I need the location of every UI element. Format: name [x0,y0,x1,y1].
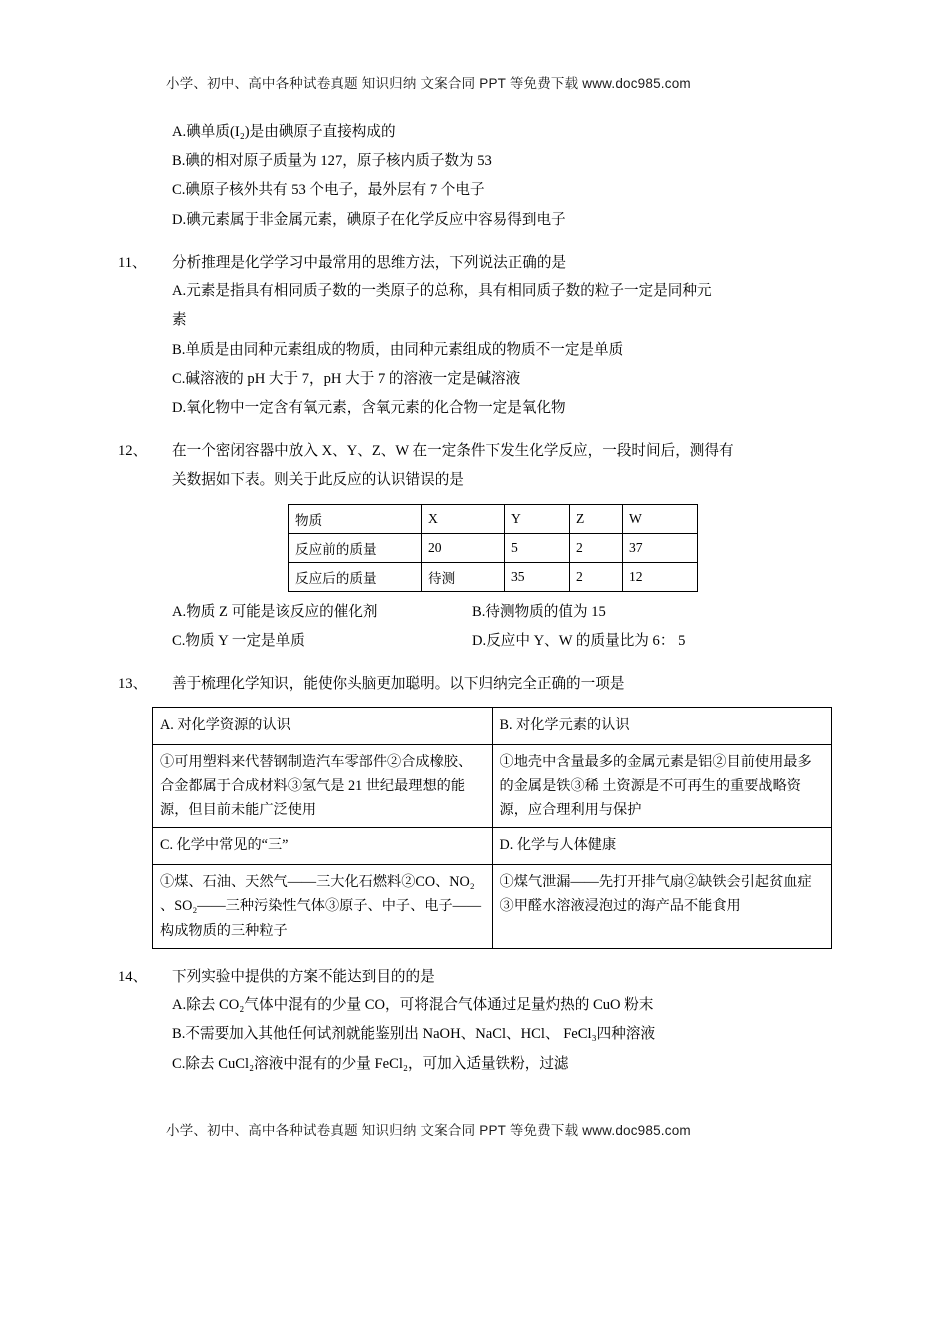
option-item: D.反应中 Y、W 的质量比为 6： 5 [472,633,686,650]
table-cell: ①地壳中含量最多的金属元素是铝②目前使用最多的金属是铁③稀 土资源是不可再生的重要战略资源，应合理利用与保护 [492,744,832,827]
table-header-cell: D. 化学与人体健康 [492,828,832,865]
table-row [289,563,698,592]
watermark-bottom: 小学、初中、高中各种试卷真题 知识归纳 文案合同 PPT 等免费下载 www.doc985.com [166,1122,691,1138]
question-stem: 善于梳理化学知识，能使你头脑更加聪明。以下归纳完全正确的一项是 [172,676,625,693]
option-item: C.除去 CuCl₂溶液中混有的少量 FeCl₂，可加入适量铁粉，过滤 [172,1055,569,1072]
option-item: B.待测物质的值为 15 [472,604,606,621]
question-block-12 [118,437,832,656]
table-cell: 20 [422,534,505,563]
table-row [153,744,832,827]
option-item: C.碘原子核外共有 53 个电子，最外层有 7 个电子 [172,182,485,199]
table-row [153,707,832,744]
table-header-cell: C. 化学中常见的“三” [153,828,493,865]
option-item: A.元素是指具有相同质子数的一类原子的总称，具有相同质子数的粒子一定是同种元 [172,283,712,300]
table-cell: 2 [570,534,623,563]
options-grid-12 [172,598,832,656]
question-stem-row [118,249,832,277]
option-item: C.物质 Y 一定是单质 [172,633,305,650]
table-header-cell: X [422,505,505,534]
question-stem-row [118,963,832,991]
table-cell: ①煤气泄漏——先打开排气扇②缺铁会引起贫血症③甲醛水溶液浸泡过的海产品不能食用 [492,865,832,948]
table-header-cell: 物质 [289,505,422,534]
question-stem-row [118,670,832,698]
option-item: C.碱溶液的 pH 大于 7，pH 大于 7 的溶液一定是碱溶液 [172,370,521,387]
data-table-13 [152,707,832,949]
table-cell: ①可用塑料来代替钢制造汽车零部件②合成橡胶、合金都属于合成材料③氢气是 21 世纪最理想的能源，但目前未能广泛使用 [153,744,493,827]
option-item: D.氧化物中一定含有氧元素，含氧元素的化合物一定是氧化物 [172,399,566,416]
question-stem-row [118,437,832,465]
table-cell: 35 [505,563,570,592]
table-header-row [289,505,698,534]
option-item: B.碘的相对原子质量为 127，原子核内质子数为 53 [172,153,492,170]
option-item: A.除去 CO₂气体中混有的少量 CO，可将混合气体通过足量灼热的 CuO 粉末 [172,997,654,1014]
options-row [172,598,832,627]
question-stem: 在一个密闭容器中放入 X、Y、Z、W 在一定条件下发生化学反应，一段时间后，测得有 [172,443,734,460]
table-cell: 待测 [422,563,505,592]
table-cell: 37 [623,534,698,563]
question-stem: 分析推理是化学学习中最常用的思维方法，下列说法正确的是 [172,254,567,271]
table-header-cell: Y [505,505,570,534]
table-row [153,828,832,865]
question-stem-cont: 关数据如下表。则关于此反应的认识错误的是 [172,471,464,488]
table-row [153,865,832,948]
question-number: 11、 [118,254,147,271]
options-row [172,627,832,656]
question-block-10-options [118,118,832,235]
watermark-top: 小学、初中、高中各种试卷真题 知识归纳 文案合同 PPT 等免费下载 www.doc985.com [166,76,691,91]
option-item: A.物质 Z 可能是该反应的催化剂 [172,604,378,621]
question-number: 14、 [118,968,148,985]
option-item: A.碘单质(I₂)是由碘原子直接构成的 [172,124,396,140]
option-item: D.碘元素属于非金属元素，碘原子在化学反应中容易得到电子 [172,211,566,228]
question-number: 13、 [118,676,148,693]
table-row [289,534,698,563]
table-header-cell: W [623,505,698,534]
question-block-13 [118,670,832,948]
data-table-12 [288,504,698,592]
option-item-wrap: 素 [172,312,187,329]
question-stem: 下列实验中提供的方案不能达到目的的是 [172,968,435,985]
table-header-cell: B. 对化学元素的认识 [492,707,832,744]
question-block-14 [118,963,832,1079]
table-cell: 反应前的质量 [289,534,422,563]
question-block-11 [118,249,832,423]
table-cell: 12 [623,563,698,592]
table-header-cell: A. 对化学资源的认识 [153,707,493,744]
table-cell: ①煤、石油、天然气——三大化石燃料②CO、NO₂ 、SO₂——三种污染性气体③原子、中子、电子——构成物质的三种粒子 [153,865,493,948]
table-cell: 反应后的质量 [289,563,422,592]
option-item: B.单质是由同种元素组成的物质，由同种元素组成的物质不一定是单质 [172,341,624,358]
table-header-cell: Z [570,505,623,534]
table-cell: 5 [505,534,570,563]
table-cell: 2 [570,563,623,592]
question-number: 12、 [118,443,148,460]
option-item: B.不需要加入其他任何试剂就能鉴别出 NaOH、NaCl、HCl、 FeCl₃四种溶液 [172,1026,656,1043]
